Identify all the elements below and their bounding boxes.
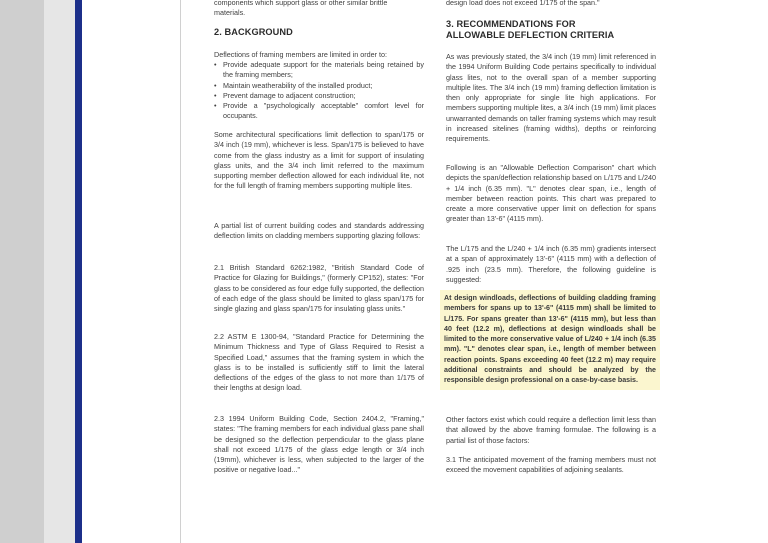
codes-intro-paragraph: A partial list of current building codes and standards addressing deflection limits on cladding members supporting glazing follows: [214, 221, 424, 241]
guideline-highlight-box [440, 290, 660, 390]
background-intro: Deflections of framing members are limited in order to: [214, 50, 387, 59]
specifications-paragraph: Some architectural specifications limit deflection to span/175 or 3/4 inch (19 mm), whichever is less. Span/175 is believed to have come from the glass industry as a limit for support of insulating glass units, and the 3/4 inch limit referred to the maximum supporting member deflection allowed for each individual lite, not for the full length of framing members supporting multiple lites. [214, 130, 424, 191]
document-page [82, 0, 768, 543]
item-2-3-ubc: 2.3 1994 Uniform Building Code, Section 2404.2, "Framing," states: "The framing members for each individual glass pane shall be designed so the deflection perpendicular to the glass plane shall not exceed 1/175 of the glass edge length or 3/4 inch (19mm), whichever is less, when subjected to the larger of the positive or negative load..." [214, 414, 424, 475]
list-item: • Provide adequate support for the materials being retained by the framing members; [214, 60, 424, 80]
deflection-purpose-list [214, 60, 424, 122]
item-3-1-movement: 3.1 The anticipated movement of the framing members must not exceed the movement capabilities of adjoining sealants. [446, 455, 656, 475]
viewer-left-gutter [0, 0, 45, 543]
list-item: • Provide a "psychologically acceptable" comfort level for occupants. [214, 101, 424, 121]
section-2-heading: 2. BACKGROUND [214, 27, 293, 37]
list-item: • Maintain weatherability of the installed product; [214, 80, 373, 90]
section-3-heading: 3. RECOMMENDATIONS FOR ALLOWABLE DEFLECTION CRITERIA [446, 19, 615, 40]
comparison-chart-paragraph: Following is an "Allowable Deflection Comparison" chart which depicts the span/deflection relationship based on L/175 and L/240 + 1/4 inch (6.35 mm). "L" denotes clear span, i.e., length of member between reaction points. This chart was prepared to create a more conservative upper limit on deflection for spans greater than 13'-6" (4115 mm). [446, 163, 656, 224]
list-item: • Prevent damage to adjacent construction; [214, 90, 356, 100]
other-factors-paragraph: Other factors exist which could require a deflection limit less than that allowed by the above framing formulae. The following is a partial list of those factors: [446, 415, 656, 445]
right-top-fragment: design load does not exceed 1/175 of the span." [446, 0, 600, 7]
guideline-text: At design windloads, deflections of building cladding framing members for spans up to 13'-6" (4115 mm) shall be limited to L/175. For spans greater than 13'-6" (4115 mm), but less than 40 feet (12.2 m), deflections at design windloads shall be limited to the more conservative value of L/240 + 1/4 inch (6.35 mm). "L" denotes clear span, i.e., length of member between reaction points. Spans exceeding 40 feet (12.2 m) may require additional constraints and should be analyzed by the responsible design professional on a case-by-case basis. [444, 294, 656, 385]
item-2-1-british-standard: 2.1 British Standard 6262:1982, "British Standard Code of Practice for Glazing for Buildings," (formerly CP152), states: "For glass to be considered as four edge fully supported, the deflection of each edge of the glass should be limited to glass span/175 for single glazing and glass span/175 for insulating glass units." [214, 263, 424, 314]
gradients-paragraph: The L/175 and the L/240 + 1/4 inch (6.35 mm) gradients intersect at a span of approximately 13'-6" (4115 mm) with a deflection of .925 inch (23.5 mm). Therefore, the following guideline is suggested: [446, 244, 656, 284]
item-2-2-astm: 2.2 ASTM E 1300-94, "Standard Practice for Determining the Minimum Thickness and Type of Glass Required to Resist a Specified Load," assumes that the framing system in which the glass is to be installed is sufficiently stiff to limit the lateral deflections of the edges of the glass to not more than 1/175 of their lengths at design load. [214, 332, 424, 393]
left-top-fragment: components which support glass or other similar brittle materials. [214, 0, 388, 18]
previously-stated-paragraph: As was previously stated, the 3/4 inch (19 mm) limit referenced in the 1994 Uniform Building Code pertains specifically to individual glass lites, not to the overall span of a member supporting multiple lites. The 3/4 inch (19 mm) framing deflection limitation is then only appropriate for single lite high applications. For members supporting multiple lites, a 3/4 inch (19 mm) limit places unwarranted demands on taller framing systems which may result in increased sitelines (framing widths), depths or reinforcing requirements. [446, 52, 656, 144]
page-edge-blue-rule [75, 0, 82, 543]
binding-line [180, 0, 181, 543]
